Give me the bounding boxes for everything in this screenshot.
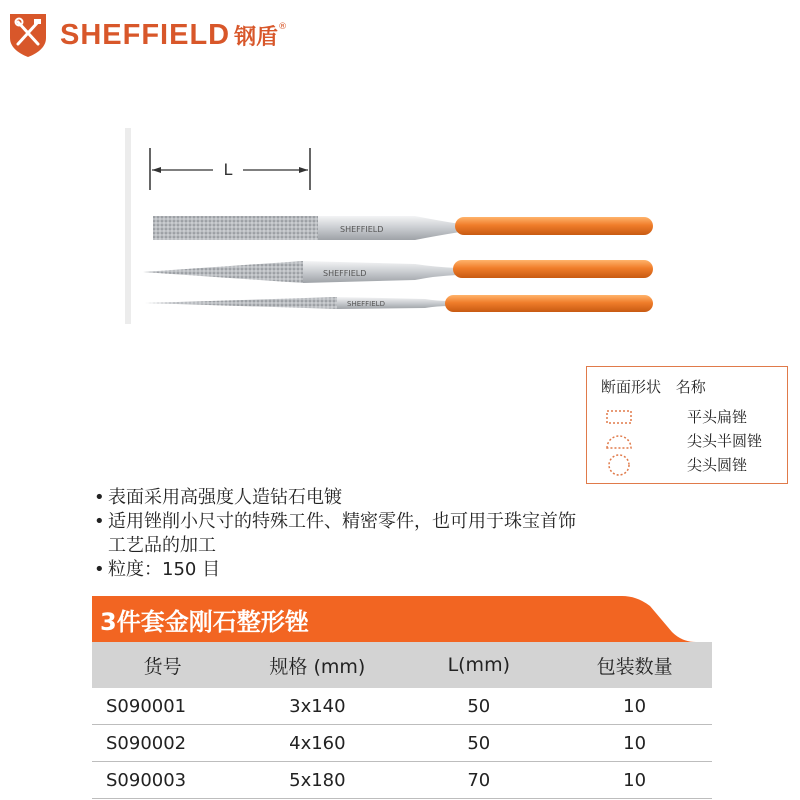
- feature-item-continued: 工艺品的加工: [108, 535, 216, 556]
- cell-length: 50: [400, 688, 557, 725]
- brand-name: SHEFFIELD: [60, 18, 231, 51]
- feature-item: • 表面采用高强度人造钻石电镀: [94, 486, 694, 510]
- rectangle-section-icon: [605, 406, 633, 428]
- table-row: [92, 725, 712, 762]
- legend-header-name: 名称: [675, 378, 706, 396]
- round-section-icon: [605, 454, 633, 476]
- cell-code: S090003: [92, 762, 234, 799]
- legend-header: [601, 376, 716, 397]
- dimension-marker: [150, 148, 310, 190]
- round-file: [145, 295, 653, 312]
- flat-file: [153, 216, 653, 240]
- cell-spec: 5x180: [234, 762, 400, 799]
- cell-code: S090002: [92, 725, 234, 762]
- cell-spec: 3x140: [234, 688, 400, 725]
- product-title: 3件套金刚石整形锉: [100, 608, 309, 636]
- legend-header-section: 断面形状: [601, 378, 662, 396]
- cell-length: 50: [400, 725, 557, 762]
- brand-header: [8, 10, 287, 60]
- cell-code: S090001: [92, 688, 234, 725]
- legend-item-label: 尖头圆锉: [687, 456, 748, 474]
- feature-item: • 适用锉削小尺寸的特殊工件、精密零件，也可用于珠宝首饰: [94, 510, 694, 534]
- col-header-length: L(mm): [400, 642, 557, 688]
- table-header-row: [92, 642, 712, 688]
- col-header-qty: 包装数量: [557, 642, 712, 688]
- legend-item-label: 平头扁锉: [687, 408, 748, 426]
- col-header-spec: 规格 (mm): [234, 642, 400, 688]
- engraving-text: SHEFFIELD: [323, 269, 367, 278]
- dimension-label: L: [223, 160, 233, 179]
- cell-spec: 4x160: [234, 725, 400, 762]
- cell-qty: 10: [557, 725, 712, 762]
- table-row: [92, 688, 712, 725]
- half-round-file: [143, 260, 653, 283]
- shield-tools-icon: [8, 12, 48, 58]
- legend-row: [587, 405, 787, 429]
- registered-mark: ®: [278, 22, 288, 32]
- legend-row: [587, 429, 787, 453]
- cell-length: 70: [400, 762, 557, 799]
- feature-item: • 粒度：150 目: [94, 558, 694, 582]
- spec-table: [92, 642, 712, 799]
- product-image: [125, 128, 665, 328]
- cell-qty: 10: [557, 762, 712, 799]
- cell-qty: 10: [557, 688, 712, 725]
- image-edge: [125, 128, 131, 324]
- engraving-text: SHEFFIELD: [347, 300, 385, 308]
- engraving-text: SHEFFIELD: [340, 225, 384, 234]
- table-row: [92, 762, 712, 799]
- feature-list: [94, 486, 694, 582]
- brand-name-cn: 钢盾: [234, 24, 279, 50]
- title-banner: [92, 596, 704, 642]
- legend-row: [587, 453, 787, 477]
- half-round-section-icon: [605, 430, 633, 452]
- cross-section-legend: [586, 366, 788, 484]
- legend-item-label: 尖头半圆锉: [687, 432, 763, 450]
- col-header-code: 货号: [92, 642, 234, 688]
